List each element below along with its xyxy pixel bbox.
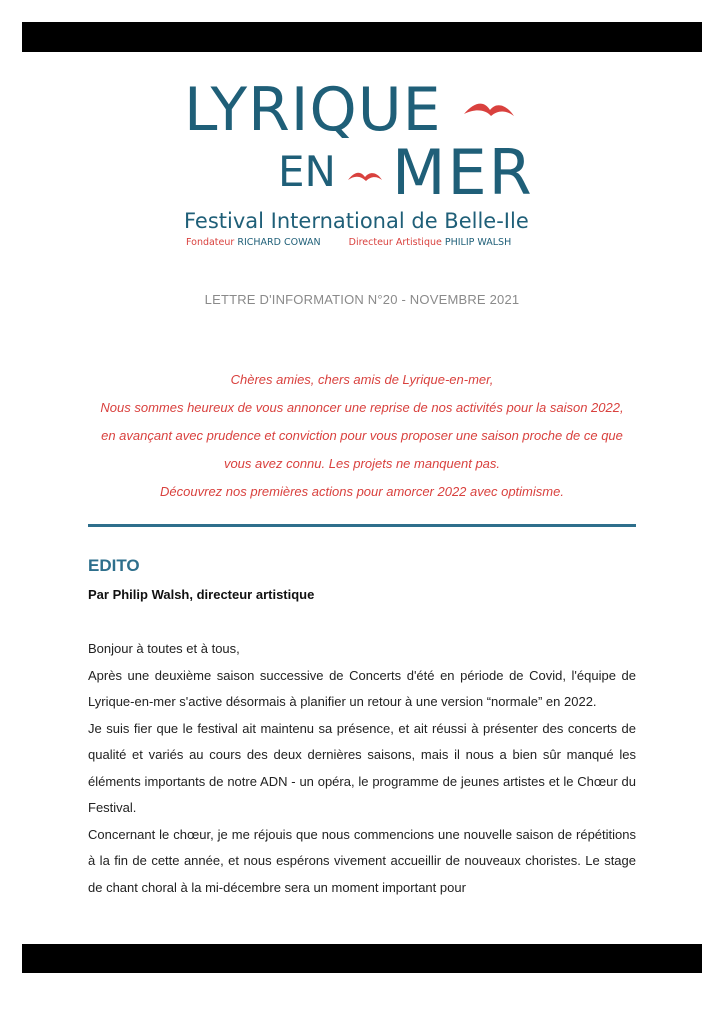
intro-line: en avançant avec prudence et conviction pour vous proposer une saison proche de ce que: [101, 428, 623, 443]
newsletter-issue-line: LETTRE D'INFORMATION N°20 - NOVEMBRE 2021: [204, 292, 520, 307]
logo-en-text: EN: [278, 147, 336, 196]
founder-label: Fondateur: [186, 237, 235, 248]
edito-byline: Par Philip Walsh, directeur artistique: [88, 587, 315, 602]
bottom-black-bar: [22, 944, 702, 973]
founder-name: RICHARD COWAN: [237, 237, 321, 248]
director-label: Directeur Artistique: [348, 237, 442, 248]
intro-line: vous avez connu. Les projets ne manquent pas.: [223, 456, 501, 471]
edito-heading: EDITO: [88, 556, 140, 575]
edito-body: [88, 636, 636, 901]
director-name: PHILIP WALSH: [444, 237, 512, 248]
edito-greeting: Bonjour à toutes et à tous,: [88, 641, 240, 656]
intro-line: Découvrez nos premières actions pour amorcer 2022 avec optimisme.: [160, 484, 564, 499]
intro-line: Nous sommes heureux de vous annoncer une reprise de nos activités pour la saison 2022,: [100, 400, 624, 415]
logo-mer-text: MER: [392, 136, 534, 209]
edito-paragraph: Concernant le chœur, je me réjouis que nous commencions une nouvelle saison de répétitions à la fin de cette année, et nous espérons vivement accueillir de nouveaux choristes. Le stage de chant choral à la mi-décembre sera un moment important pour: [88, 826, 636, 895]
logo-lyrique-text: LYRIQUE: [184, 75, 442, 145]
seagull-icon: [346, 164, 384, 186]
edito-paragraph: Après une deuxième saison successive de Concerts d'été en période de Covid, l'équipe de Lyrique-en-mer s'active désormais à planifier un retour à une version “normale” en 2022.: [88, 667, 636, 709]
intro-line: Chères amies, chers amis de Lyrique-en-mer,: [230, 372, 494, 387]
logo-credits: [186, 236, 511, 250]
intro-message: [88, 366, 636, 506]
section-divider: [88, 524, 636, 527]
seagull-icon: [462, 94, 516, 124]
top-black-bar: [22, 22, 702, 52]
edito-paragraph: Je suis fier que le festival ait maintenu sa présence, et ait réussi à présenter des concerts de qualité et variés au cours des deux dernières saisons, mais il nous a bien sûr manqué les éléments importants de notre ADN - un opéra, le programme de jeunes artistes et le Chœur du Festival.: [88, 720, 636, 815]
logo-festival-name: Festival International de Belle-Ile: [184, 209, 529, 233]
festival-logo: [180, 75, 560, 258]
